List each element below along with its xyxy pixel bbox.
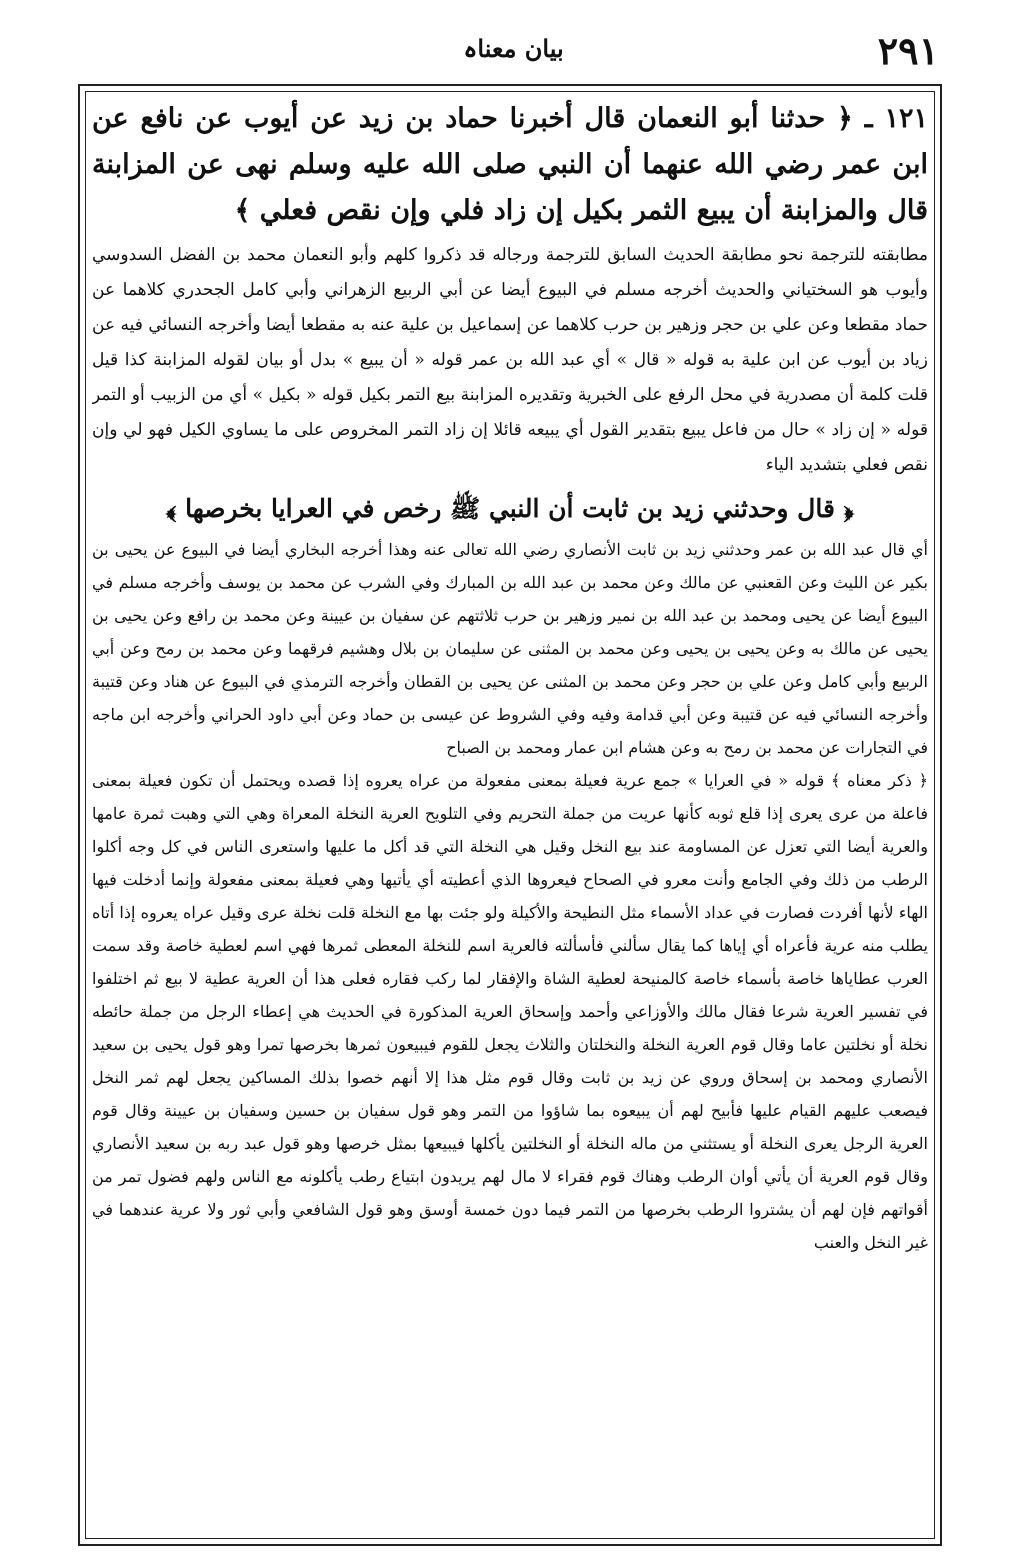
- hadith-121: ۱۲۱ ـ ﴿ حدثنا أبو النعمان قال أخبرنا حماد بن زيد عن أيوب عن نافع عن ابن عمر رضي الله عنهما أن النبي صلى الله عليه وسلم نهى عن المزابنة قال والمزابنة أن يبيع الثمر بكيل إن زاد فلي وإن نقص فعلي ﴾: [92, 103, 928, 226]
- text-frame: [78, 84, 942, 1546]
- hadith-number: ۱۲۱: [884, 103, 928, 134]
- running-title: بیان معناہ: [463, 34, 564, 63]
- hadith-zaid-ibn-thabit: ﴿ قال وحدثني زيد بن ثابت أن النبي ﷺ رخص في العرايا بخرصها ﴾: [166, 494, 854, 523]
- commentary-paragraph-3: ﴿ ذكر معناه ﴾ قوله « في العرايا » جمع عرية فعيلة بمعنى مفعولة من عراه يعروه إذا قصده ويحتمل أن تكون فعيلة بمعنى فاعلة من عرى يعرى إذا قلع ثوبه كأنها عريت من جملة التحريم وفي التلويح العرية النخلة المعراة وهي التي وهبت ثمرة عامها والعرية أيضا التي تعزل عن المساومة عند بيع النخل وقيل هي النخلة التي قد أكل ما عليها واستعرى الناس في كل وجه أكلوا الرطب من ذلك وفي الجامع وأنت معرو في الصحاح فيعروها الذي أعطيته أي يأتيها وهي فعيلة بمعنى مفعولة وإنما أدخلت فيها الهاء لأنها أفردت فصارت في عداد الأسماء مثل النطيحة والأكيلة ولو جئت بها مع النخلة قلت نخلة عرى وقيل عراه يعروه إذا أتاه يطلب منه عرية فأعراه أي إياها كما يقال سألني فأسألته فالعرية اسم للنخلة المعطى ثمرها فهي اسم لعطية خاصة وقد سمت العرب عطاياها خاصة بأسماء خاصة كالمنيحة لعطية الشاة والإفقار لما ركب فقاره فعلى هذا أن العرية عطية لا بيع ثم اختلفوا في تفسير العرية شرعا فقال مالك والأوزاعي وأحمد وإسحاق العرية المذكورة في الحديث هي إعطاء الرجل من جملة حائطه نخلة أو نخلتين عاما وقال قوم العرية النخلة والنخلتان والثلاث يجعل للقوم فيبيعون ثمرها بخرصها تمرا وهو قول يحيى بن سعيد الأنصاري ومحمد بن إسحاق وروي عن زيد بن ثابت وقال قوم مثل هذا إلا أنهم خصوا بذلك المساكين يجعل لهم ثمر النخل فيصعب عليهم القيام عليها فأبيح لهم أن يبيعوه بما شاؤوا من التمر وهو قول سفيان بن حسين وسفيان بن عيينة وقال قوم العرية الرجل يعرى النخلة أو يستثني من ماله النخلة أو النخلتين يأكلها فيبيعها بمثل خرصها وهو قول عبد ربه بن سعيد الأنصاري وقال قوم العرية أن يأتي أوان الرطب وهناك قوم فقراء لا مال لهم يريدون ابتياع رطب يأكلونه مع الناس ولهم فضول تمر من أقواتهم فإن لهم أن يشتروا الرطب بخرصها من التمر فيما دون خمسة أوسق وهو قول الشافعي وأبي ثور ولا عرية عندهما في غير النخل والعنب: [92, 771, 928, 1252]
- page-number: ۲۹۱: [877, 28, 939, 73]
- commentary-paragraph-2: أي قال عبد الله بن عمر وحدثني زيد بن ثابت الأنصاري رضي الله تعالى عنه وهذا أخرجه البخاري أيضا في البيوع عن يحيى بن بكير عن الليث وعن القعنبي عن مالك وعن محمد بن عبد الله بن المبارك وفي الشرب عن محمد بن يوسف وأخرجه مسلم في البيوع أيضا عن يحيى ومحمد بن عبد الله بن نمير وزهير بن حرب ثلاثتهم عن سفيان بن عيينة وعن محمد بن رافع وعن يحيى بن يحيى عن مالك به وعن يحيى بن يحيى وعن محمد بن المثنى عن سليمان بن بلال وهشيم فرقهما وعن محمد بن رمح وعن أبي الربيع وأبي كامل وعن علي بن حجر وعن محمد بن المثنى عن يحيى بن القطان وأخرجه الترمذي في البيوع عن هناد وعن قتيبة وأخرجه النسائي فيه عن قتيبة وعن أبي قدامة وفيه وفي الشروط عن عيسى بن حماد وعن أبي داود الحراني وأخرجه ابن ماجه في التجارات عن محمد بن رمح به وعن هشام ابن عمار ومحمد بن الصباح: [92, 540, 928, 757]
- page-header: [88, 28, 939, 76]
- hadith-text: ﴿ حدثنا أبو النعمان قال أخبرنا حماد بن زيد عن أيوب عن نافع عن ابن عمر رضي الله عنهما أن النبي صلى الله عليه وسلم نهى عن المزابنة قال والمزابنة أن يبيع الثمر بكيل إن زاد فلي وإن نقص فعلي ﴾: [92, 103, 928, 226]
- page-content: [92, 96, 928, 1536]
- commentary-paragraph-1: مطابقته للترجمة نحو مطابقة الحديث السابق للترجمة ورجاله قد ذكروا كلهم وأبو النعمان محمد بن الفضل السدوسي وأيوب هو السختياني والحديث أخرجه مسلم في البيوع أيضا عن أبي الربيع الزهراني وأبي كامل الجحدري كلاهما عن حماد مقطعا وعن علي بن حجر وزهير بن حرب كلاهما عن إسماعيل بن علية عنه به مقطعا أيضا وأخرجه النسائي فيه عن زياد بن أيوب عن ابن علية به قوله « قال » أي عبد الله بن عمر قوله « أن يبيع » بدل أو بيان لقوله المزابنة كذا قيل قلت كلمة أن مصدرية في محل الرفع على الخبرية وتقديره المزابنة بيع التمر بكيل قوله « بكيل » أي من الزبيب أو التمر قوله « إن زاد » حال من فاعل يبيع بتقدير القول أي يبيعه قائلا إن زاد التمر المخروص على ما يساوي الكيل فهو لي وإن نقص فعلي بتشديد الياء: [92, 245, 928, 475]
